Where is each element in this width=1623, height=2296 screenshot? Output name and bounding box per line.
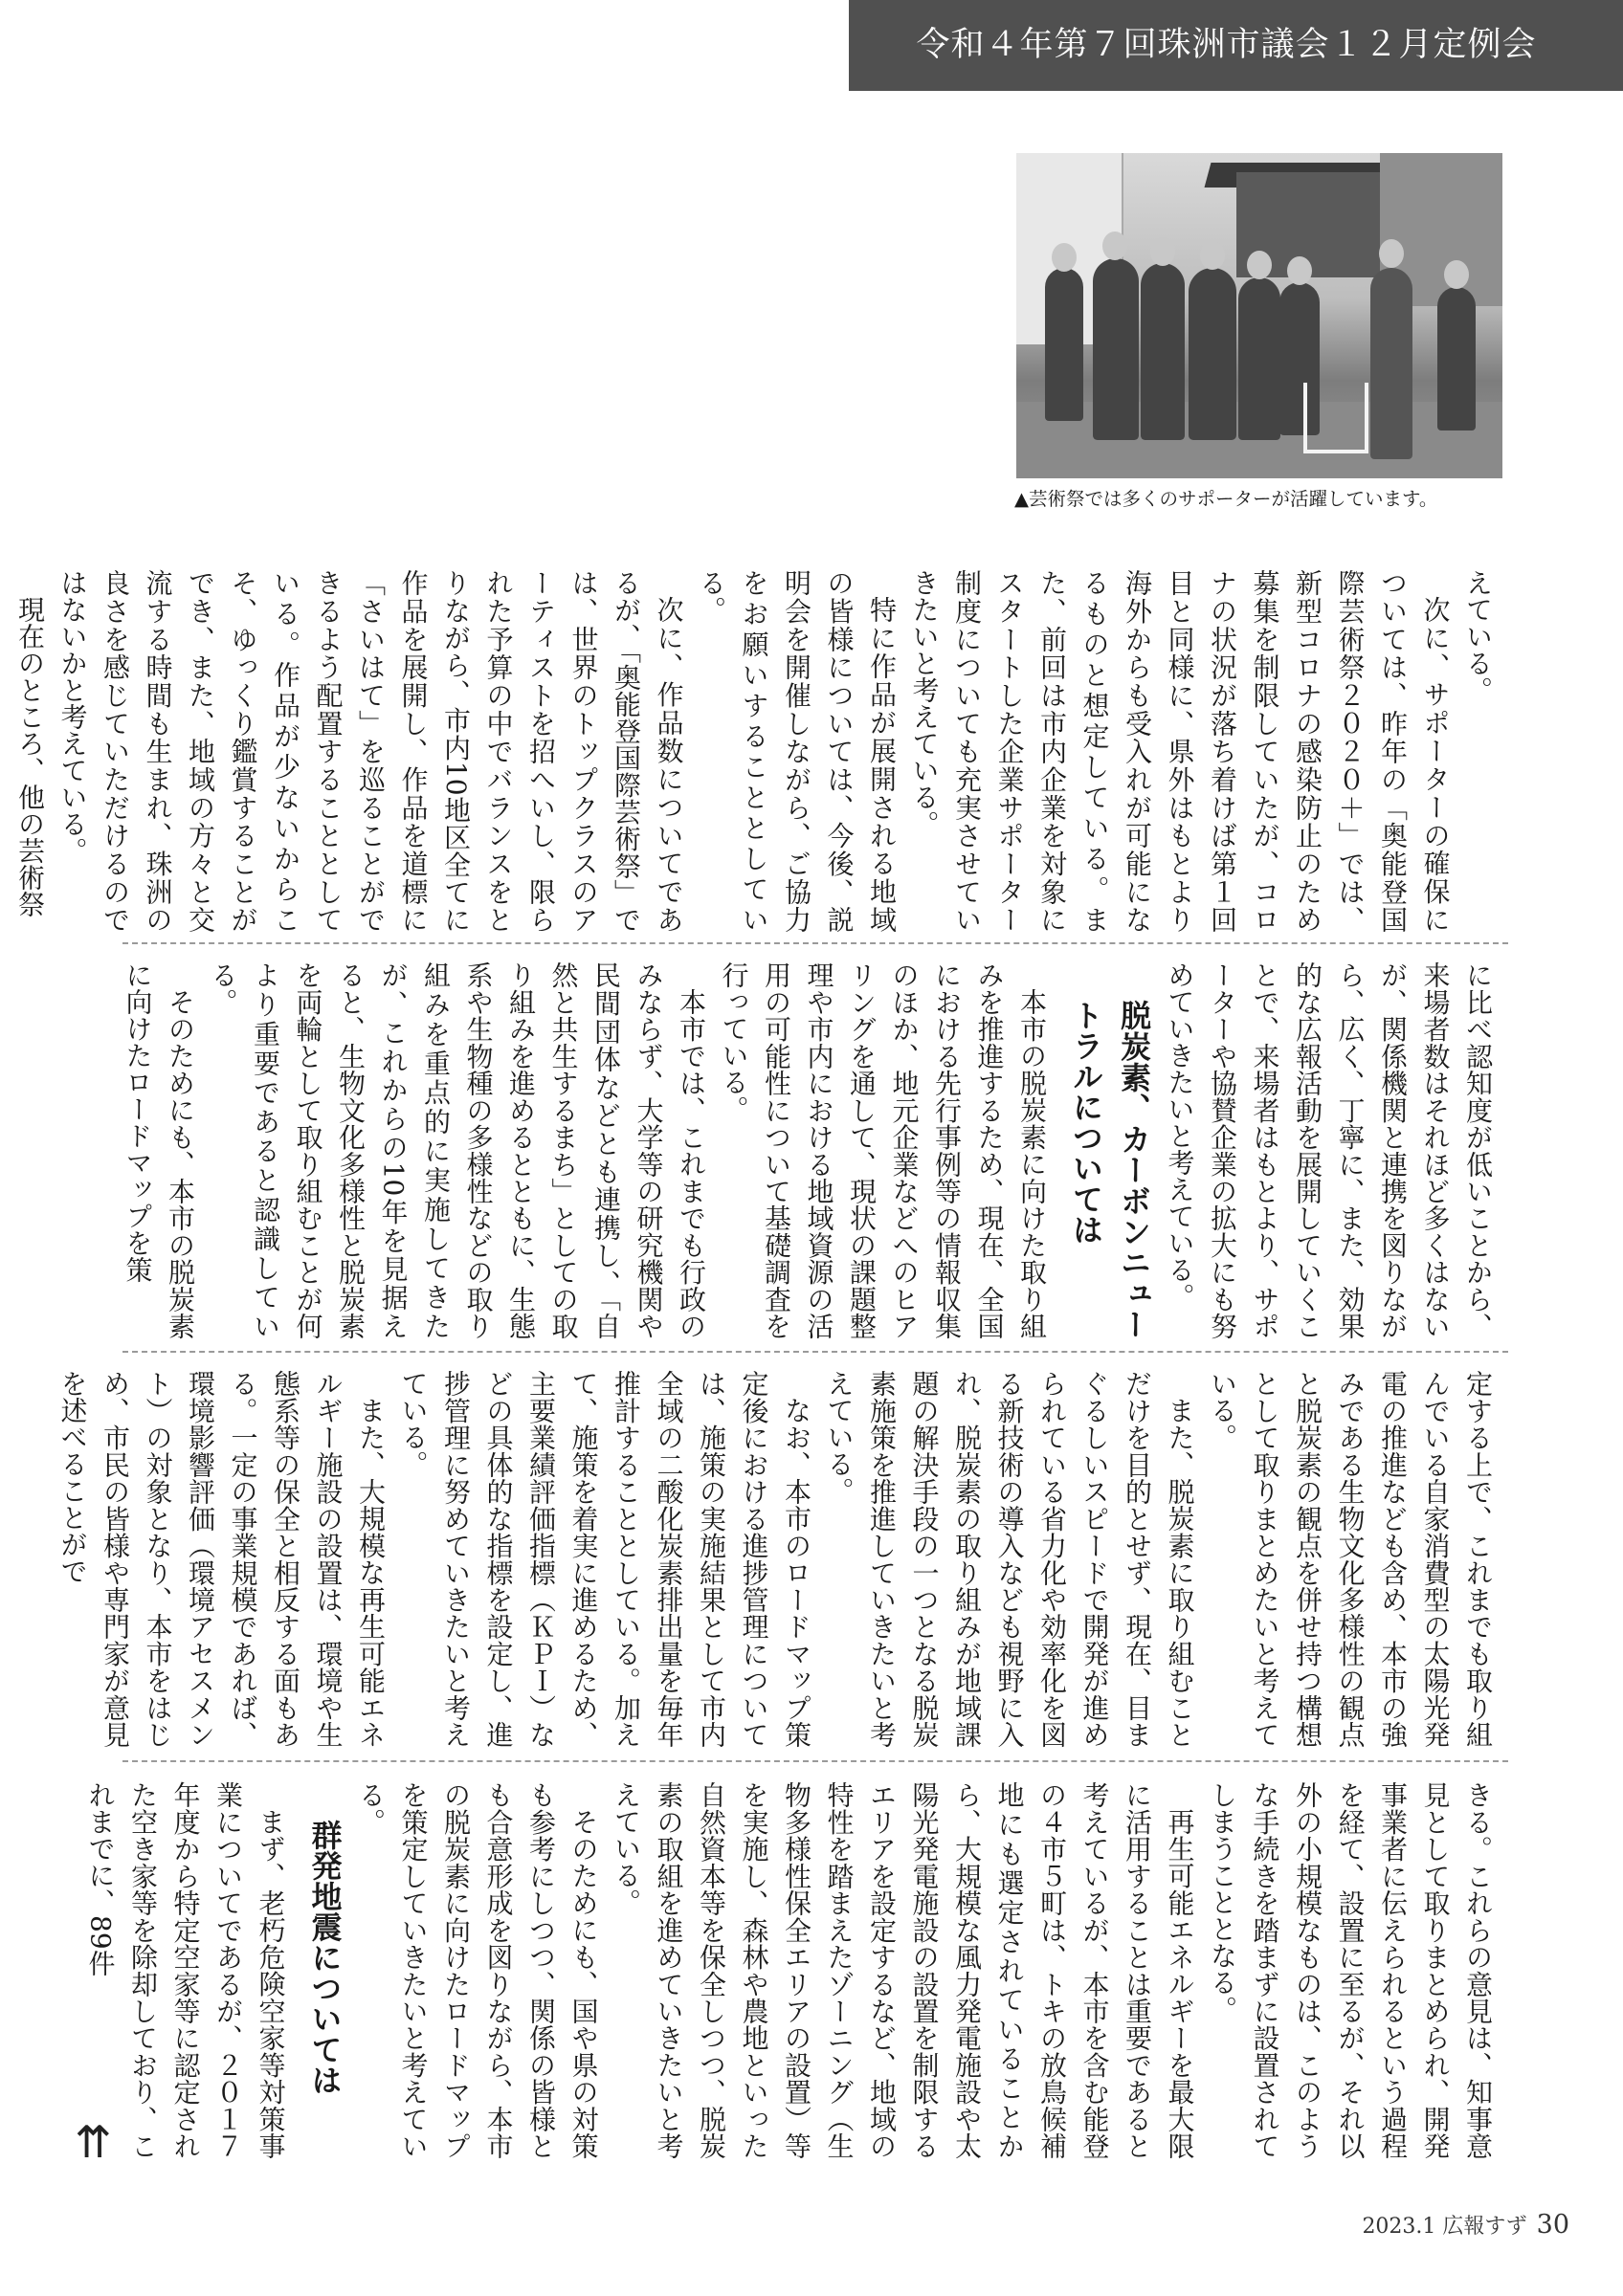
paragraph: きる。これらの意見は、知事意見として取りまとめられ、開発事業者に伝えられるという過程を経て、設置に至るが、それ以外の小規模なものは、このような手続きを踏まずに設置されてしまうこととなる。 — [1207, 1781, 1494, 2159]
photo-person-head — [1200, 241, 1225, 270]
paragraph: に比べ認知度が低いことから、来場者数はそれほど多くはないが、関係機関と連携を図りながら、広く、丁寧に、また、効果的な広報活動を展開していくことで、来場者はもとより、サポーターや協賛企業の拡大にも努めていきたいと考えている。 — [1164, 961, 1494, 1339]
paragraph: また、大規模な再生可能エネルギー施設の設置は、環境や生態系等の保全と相反する面もある。一定の事業規模であれば、環境影響評価（環境アセスメント）の対象となり、本市をはじめ、市民の皆様や専門家が意見を述べることがで — [56, 1370, 387, 1748]
divider — [122, 1760, 1508, 1762]
paragraph: 次に、サポーターの確保については、昨年の「奥能登国際芸術祭２０２０＋」では、新型コロナの感染防止のため募集を制限していたが、コロナの状況が落ち着けば第１回目と同様に、県外はもとより海外からも受入れが可能になるものと想定している。また、前回は市内企業を対象にスタートした企業サポーター制度についても充実させていきたいと考えている。 — [908, 569, 1452, 933]
photo-person-head — [1287, 256, 1312, 285]
paragraph: なお、本市のロードマップ策定後における進捗管理については、施策の実施結果として市内全域の二酸化炭素排出量を毎年推計することとしている。加えて、施策を着実に進めるため、主要業績評価指標（ＫＰＩ）などの具体的な指標を設定し、進捗管理に努めていきたいと考えている。 — [397, 1370, 812, 1748]
photo-person-head — [1102, 232, 1127, 260]
page-number: 30 — [1536, 2210, 1569, 2240]
photo-person-head — [1052, 243, 1077, 272]
paragraph: また、脱炭素に取り組むことだけを目的とせず、現在、目まぐるしいスピードで開発が進められている省力化や効率化を図る新技術の導入なども視野に入れ、脱炭素の取り組みが地域課題の解決手段の一つとなる脱炭素施策を推進していきたいと考えている。 — [823, 1370, 1196, 1748]
photo-person — [1370, 268, 1412, 459]
photo-person — [1141, 263, 1185, 440]
paragraph: 特に作品が展開される地域の皆様については、今後、説明会を開催しながら、ご協力をお願いすることとしている。 — [696, 569, 898, 933]
photo-person-head — [1247, 251, 1272, 279]
text-tier-4 — [78, 1781, 1499, 2159]
photo-person — [1238, 277, 1280, 440]
photo-person-head — [1444, 260, 1469, 289]
issue-label: 2023.1 広報すず — [1362, 2215, 1527, 2239]
photo-person — [1093, 258, 1139, 440]
double-up-arrow-icon: ⇈ — [75, 2116, 112, 2168]
photo-person — [1045, 268, 1083, 421]
text-tier-1 — [9, 569, 1500, 933]
paragraph: えている。 — [1462, 569, 1494, 703]
photo-chair — [1303, 383, 1368, 453]
text-tier-2 — [116, 961, 1499, 1339]
divider — [122, 942, 1508, 944]
paragraph: 再生可能エネルギーを最大限に活用することは重要であると考えているが、本市を含む能登の４市５町は、トキの放鳥候補地にも選定されていることから、大規模な風力発電施設や太陽光発電施設の設置を制限するエリアを設定するなど、地域の特性を踏まえたゾーニング（生物多様性保全エリアの設置）等を実施し、森林や農地といった自然資本等を保全しつつ、脱炭素の取組を進めていきたいと考えている。 — [611, 1781, 1196, 2159]
page-title: 令和４年第７回珠洲市議会１２月定例会 — [849, 0, 1623, 91]
paragraph: 次に、作品数についてであるが、「奥能登国際芸術祭」では、世界のトップクラスのアーティストを招へいし、限られた予算の中でバランスをとりながら、市内10地区全てに作品を展開し、作品を道標に「さいはて」を巡ることができるよう配置することとしている。作品が少ないからこそ、ゆっくり鑑賞することができ、また、地域の方々と交流する時間も生まれ、珠洲の良さを感じていただけるのではないかと考えている。 — [56, 569, 685, 933]
festival-photo — [1016, 153, 1502, 478]
photo-person — [1437, 287, 1476, 430]
photo-person — [1189, 268, 1236, 440]
divider — [122, 1351, 1508, 1353]
paragraph: そのためにも、国や県の対策も参考にしつつ、関係の皆様とも合意形成を図りながら、本市の脱炭素に向けたロードマップを策定していきたいと考えている。 — [355, 1781, 600, 2159]
paragraph: そのためにも、本市の脱炭素に向けたロードマップを策 — [122, 961, 196, 1339]
text-tier-3 — [51, 1370, 1499, 1748]
paragraph: 現在のところ、他の芸術祭 — [14, 596, 46, 917]
photo-caption: ▲芸術祭では多くのサポーターが活躍しています。 — [1014, 488, 1438, 510]
photo-person-head — [1150, 237, 1175, 266]
paragraph: まず、老朽危険空家等対策事業についてであるが、２０１７年度から特定空家等に認定された空き家等を除却しており、これまでに、89件 — [84, 1781, 287, 2159]
page-footer — [1362, 2210, 1569, 2240]
paragraph: 定する上で、これまでも取り組んでいる自家消費型の太陽光発電の推進なども含め、本市の強みである生物文化多様性の観点と脱炭素の観点を併せ持つ構想として取りまとめたいと考えている。 — [1207, 1370, 1494, 1748]
paragraph: 本市の脱炭素に向けた取り組みを推進するため、現在、全国における先行事例等の情報収集のほか、地元企業などへのヒアリングを通して、現状の課題整理や市内における地域資源の活用の可能性について基礎調査を行っている。 — [718, 961, 1048, 1339]
section-heading-decarbonization: 脱炭素、カーボンニュートラルについては — [1068, 1000, 1152, 1339]
photo-person-head — [1379, 239, 1404, 268]
paragraph: 本市では、これまでも行政のみならず、大学等の研究機関や民間団体などとも連携し、「自然と共生するまち」としての取り組みを進めるとともに、生態系や生物種の多様性などの取り組みを重点的に実施してきたが、これからの10年を見据えると、生物文化多様性と脱炭素を両輪として取り組むことが何より重要であると認識している。 — [207, 961, 707, 1339]
section-heading-earthquake: 群発地震については — [306, 1820, 344, 2095]
